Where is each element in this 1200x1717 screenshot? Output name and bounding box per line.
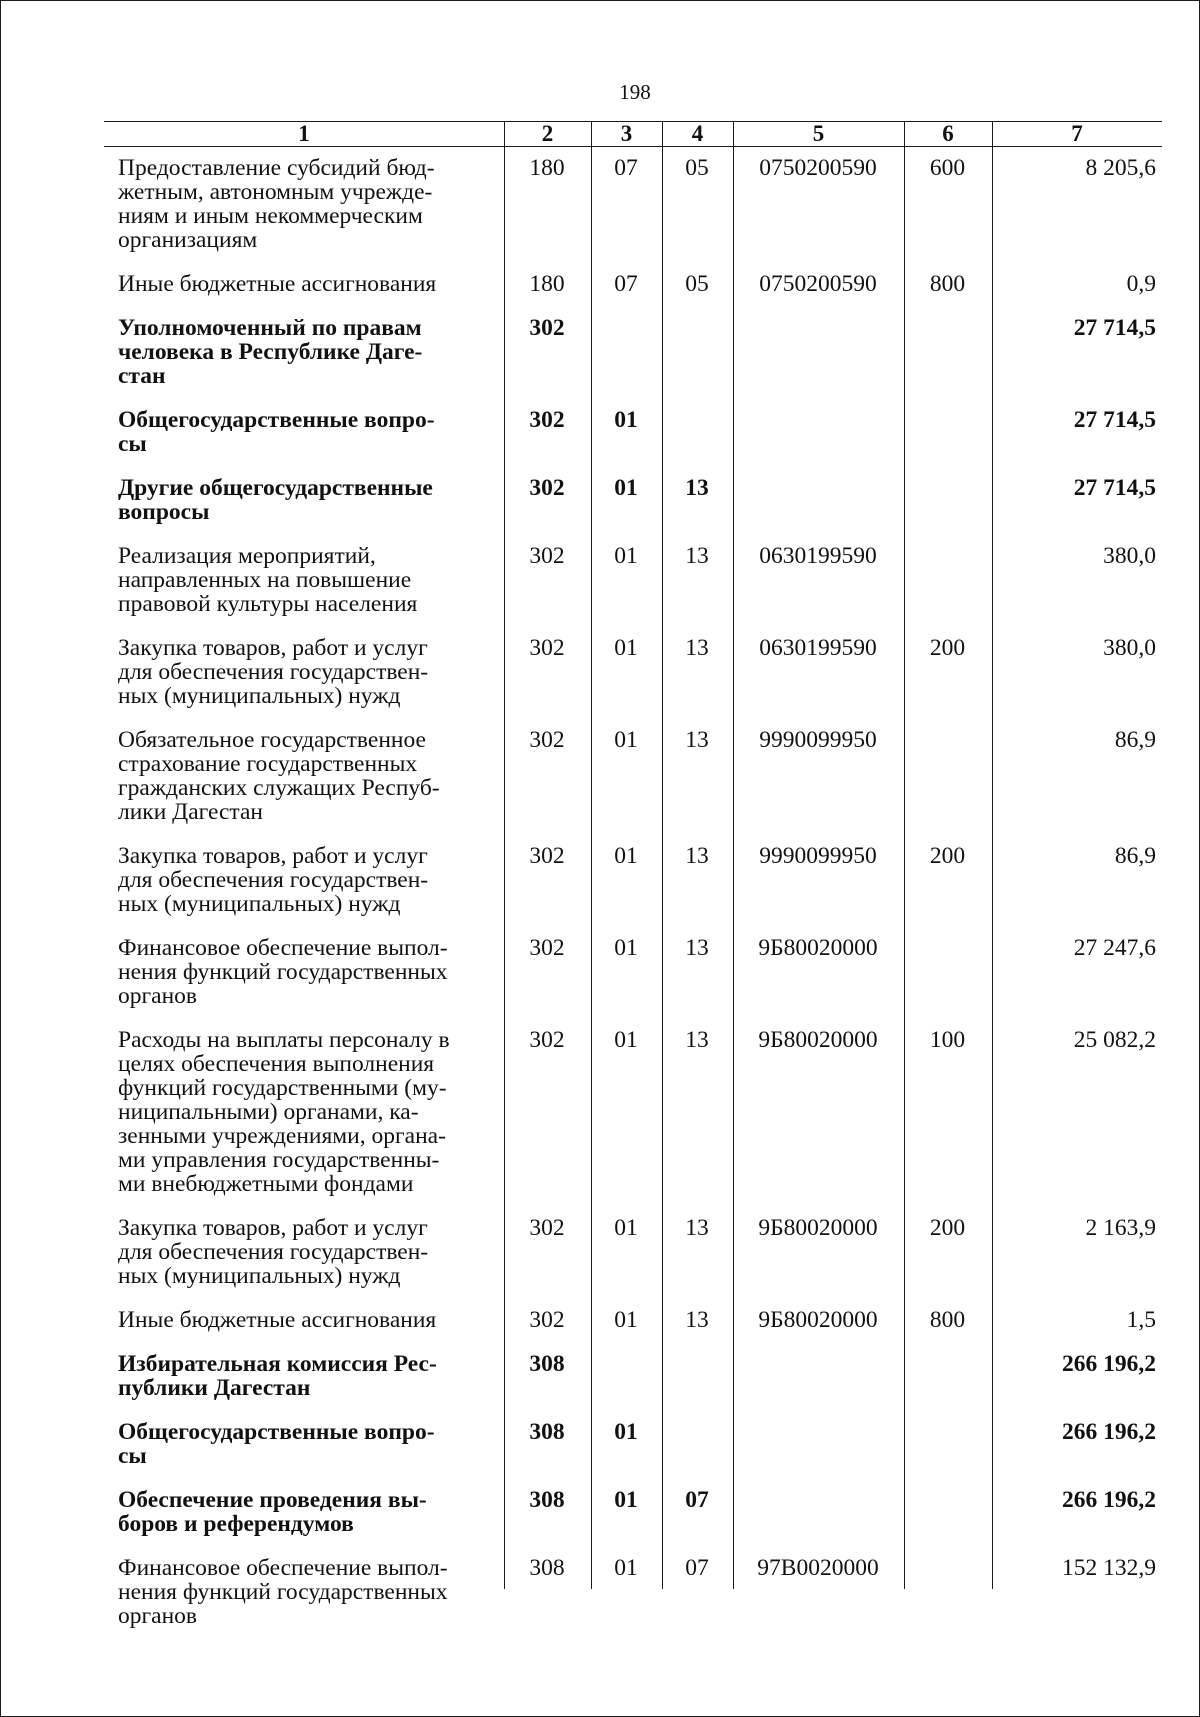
table-row xyxy=(104,1018,1162,1206)
expense-type-code xyxy=(904,926,992,1018)
subsection-code: 13 xyxy=(685,635,709,661)
amount-cell: 8 205,6 xyxy=(1085,155,1156,181)
target-article-code: 9990099950 xyxy=(759,727,877,753)
table-header-row xyxy=(104,121,1162,146)
row-description-line: Избирательная комиссия Рес- xyxy=(118,1351,437,1377)
subsection-code: 07 xyxy=(685,1555,709,1581)
expense-type-code xyxy=(904,306,992,398)
row-description-line: функций государственными (му- xyxy=(118,1075,447,1101)
razdel-code: 308 xyxy=(529,1555,565,1581)
table-row xyxy=(104,1206,1162,1298)
razdel-code: 302 xyxy=(529,543,565,569)
row-description-line: Уполномоченный по правам xyxy=(118,315,422,341)
amount-cell: 86,9 xyxy=(1114,727,1156,753)
row-description-line: направленных на повышение xyxy=(118,567,412,593)
subsection-code xyxy=(662,1342,733,1410)
amount-cell: 266 196,2 xyxy=(1062,1351,1156,1377)
razdel-code: 302 xyxy=(529,635,565,661)
row-description-line: органов xyxy=(118,983,197,1009)
page-number: 198 xyxy=(619,80,651,104)
section-code: 01 xyxy=(614,543,638,569)
target-article-code xyxy=(733,398,904,466)
expense-type-code: 100 xyxy=(929,1027,966,1053)
table-row xyxy=(104,466,1162,534)
section-code: 01 xyxy=(614,1555,638,1581)
target-article-code: 9Б80020000 xyxy=(758,1027,878,1053)
razdel-code: 180 xyxy=(529,155,565,181)
row-description-line: гражданских служащих Респуб- xyxy=(118,775,440,801)
subsection-code: 07 xyxy=(685,1487,709,1513)
row-description-line: жетным, автономным учрежде- xyxy=(118,179,433,205)
row-description xyxy=(104,146,504,262)
razdel-code: 308 xyxy=(529,1487,565,1513)
razdel-code: 302 xyxy=(529,475,565,501)
target-article-code: 9990099950 xyxy=(759,843,877,869)
expense-type-code xyxy=(904,398,992,466)
row-description-line: организациям xyxy=(118,227,258,253)
table-row xyxy=(104,926,1162,1018)
subsection-code: 05 xyxy=(685,155,709,181)
subsection-code: 13 xyxy=(685,727,709,753)
budget-table xyxy=(104,121,1162,1638)
section-code: 01 xyxy=(614,407,638,433)
row-description xyxy=(104,1342,504,1410)
row-description-line: страхование государственных xyxy=(118,751,418,777)
row-description-line: ниципальными) органами, ка- xyxy=(118,1099,419,1125)
row-description-line: для обеспечения государствен- xyxy=(118,1239,429,1265)
table-row xyxy=(104,718,1162,834)
razdel-code: 302 xyxy=(529,1027,565,1053)
section-code: 01 xyxy=(614,1027,638,1053)
table-row xyxy=(104,1342,1162,1410)
row-description xyxy=(104,306,504,398)
expense-type-code xyxy=(904,1478,992,1546)
table-row xyxy=(104,834,1162,926)
section-code xyxy=(591,1342,662,1410)
expense-type-code xyxy=(904,1342,992,1410)
row-description-line: стан xyxy=(118,363,166,389)
expense-type-code: 200 xyxy=(929,843,966,869)
section-code: 07 xyxy=(614,271,638,297)
row-description xyxy=(104,398,504,466)
row-description-line: нения функций государственных xyxy=(118,1579,448,1605)
expense-type-code: 800 xyxy=(929,1307,966,1333)
table-row xyxy=(104,1298,1162,1342)
row-description-line: сы xyxy=(118,431,147,457)
table-row xyxy=(104,1478,1162,1546)
razdel-code: 180 xyxy=(529,271,565,297)
row-description-line: Финансовое обеспечение выпол- xyxy=(118,935,448,961)
row-description-line: Общегосударственные вопро- xyxy=(118,407,435,433)
subsection-code xyxy=(662,306,733,398)
razdel-code: 302 xyxy=(529,1307,565,1333)
column-header: 4 xyxy=(691,120,704,146)
target-article-code xyxy=(733,466,904,534)
expense-type-code: 800 xyxy=(929,271,966,297)
section-code: 01 xyxy=(614,1487,638,1513)
row-description xyxy=(104,718,504,834)
row-description xyxy=(104,834,504,926)
amount-cell: 380,0 xyxy=(1103,543,1156,569)
expense-type-code xyxy=(904,1546,992,1638)
subsection-code xyxy=(662,1410,733,1478)
table-row xyxy=(104,534,1162,626)
section-code: 01 xyxy=(614,1419,638,1445)
row-description-line: Финансовое обеспечение выпол- xyxy=(118,1555,448,1581)
row-description-line: Предоставление субсидий бюд- xyxy=(118,155,435,181)
row-description-line: публики Дагестан xyxy=(118,1375,311,1401)
target-article-code: 9Б80020000 xyxy=(758,1215,878,1241)
table-row xyxy=(104,1546,1162,1638)
amount-cell: 266 196,2 xyxy=(1062,1419,1156,1445)
amount-cell: 27 247,6 xyxy=(1073,935,1156,961)
subsection-code: 13 xyxy=(685,543,709,569)
row-description xyxy=(104,1298,504,1342)
subsection-code xyxy=(662,398,733,466)
section-code: 01 xyxy=(614,935,638,961)
razdel-code: 302 xyxy=(529,843,565,869)
amount-cell: 1,5 xyxy=(1126,1307,1156,1333)
amount-cell: 152 132,9 xyxy=(1062,1555,1156,1581)
row-description-line: ми управления государственны- xyxy=(118,1147,440,1173)
target-article-code: 9Б80020000 xyxy=(758,1307,878,1333)
row-description-line: человека в Республике Даге- xyxy=(118,339,423,365)
row-description xyxy=(104,1206,504,1298)
column-header: 7 xyxy=(1071,120,1083,146)
subsection-code: 13 xyxy=(685,1027,709,1053)
expense-type-code xyxy=(904,718,992,834)
subsection-code: 13 xyxy=(685,1307,709,1333)
column-header: 5 xyxy=(812,120,825,146)
row-description-line: ниям и иным некоммерческим xyxy=(118,203,423,229)
column-header: 1 xyxy=(298,120,310,146)
subsection-code: 05 xyxy=(685,271,709,297)
section-code: 01 xyxy=(614,1307,638,1333)
row-description-line: ми внебюджетными фондами xyxy=(118,1171,414,1197)
column-header: 3 xyxy=(620,120,633,146)
row-description-line: зенными учреждениями, органа- xyxy=(118,1123,446,1149)
subsection-code: 13 xyxy=(685,935,709,961)
target-article-code: 0750200590 xyxy=(759,271,877,297)
target-article-code xyxy=(733,1410,904,1478)
row-description-line: ных (муниципальных) нужд xyxy=(118,683,401,709)
row-description xyxy=(104,1546,504,1638)
amount-cell: 380,0 xyxy=(1103,635,1156,661)
razdel-code: 308 xyxy=(529,1419,565,1445)
section-code: 01 xyxy=(614,475,638,501)
amount-cell: 27 714,5 xyxy=(1073,407,1156,433)
row-description xyxy=(104,1410,504,1478)
amount-cell: 266 196,2 xyxy=(1062,1487,1156,1513)
row-description-line: нения функций государственных xyxy=(118,959,448,985)
expense-type-code xyxy=(904,466,992,534)
row-description-line: Обеспечение проведения вы- xyxy=(118,1487,427,1513)
expense-type-code: 200 xyxy=(929,1215,966,1241)
row-description-line: целях обеспечения выполнения xyxy=(118,1051,435,1077)
razdel-code: 308 xyxy=(529,1351,565,1377)
row-description-line: правовой культуры населения xyxy=(118,591,418,617)
expense-type-code: 200 xyxy=(929,635,966,661)
section-code: 01 xyxy=(614,1215,638,1241)
table-row xyxy=(104,262,1162,306)
row-description-line: Реализация мероприятий, xyxy=(118,543,376,569)
subsection-code: 13 xyxy=(685,1215,709,1241)
amount-cell: 0,9 xyxy=(1126,271,1156,297)
section-code xyxy=(591,306,662,398)
table-body xyxy=(104,146,1162,1638)
amount-cell: 2 163,9 xyxy=(1085,1215,1156,1241)
razdel-code: 302 xyxy=(529,1215,565,1241)
table-row xyxy=(104,1410,1162,1478)
row-description-line: Обязательное государственное xyxy=(118,727,426,753)
expense-type-code xyxy=(904,1410,992,1478)
row-description-line: для обеспечения государствен- xyxy=(118,659,429,685)
row-description xyxy=(104,466,504,534)
target-article-code xyxy=(733,1342,904,1410)
column-header: 6 xyxy=(942,120,954,146)
row-description xyxy=(104,1478,504,1546)
row-description-line: ных (муниципальных) нужд xyxy=(118,1263,401,1289)
row-description-line: Другие общегосударственные xyxy=(118,475,433,501)
row-description xyxy=(104,534,504,626)
column-header: 2 xyxy=(541,120,554,146)
row-description xyxy=(104,626,504,718)
row-description-line: Общегосударственные вопро- xyxy=(118,1419,435,1445)
section-code: 01 xyxy=(614,635,638,661)
row-description-line: Расходы на выплаты персоналу в xyxy=(118,1027,450,1053)
row-description-line: Иные бюджетные ассигнования xyxy=(118,1307,437,1333)
amount-cell: 25 082,2 xyxy=(1073,1027,1156,1053)
table-row xyxy=(104,626,1162,718)
section-code: 07 xyxy=(614,155,638,181)
table-row xyxy=(104,306,1162,398)
expense-type-code xyxy=(904,534,992,626)
expense-type-code: 600 xyxy=(929,155,966,181)
row-description xyxy=(104,262,504,306)
target-article-code xyxy=(733,306,904,398)
razdel-code: 302 xyxy=(529,315,565,341)
table-row xyxy=(104,398,1162,466)
row-description-line: для обеспечения государствен- xyxy=(118,867,429,893)
budget-table-sheet xyxy=(104,120,1162,1629)
target-article-code xyxy=(733,1478,904,1546)
row-description-line: боров и референдумов xyxy=(118,1511,354,1537)
table-row xyxy=(104,146,1162,262)
target-article-code: 0630199590 xyxy=(759,543,877,569)
razdel-code: 302 xyxy=(529,407,565,433)
row-description-line: сы xyxy=(118,1443,147,1469)
subsection-code: 13 xyxy=(685,843,709,869)
razdel-code: 302 xyxy=(529,727,565,753)
section-code: 01 xyxy=(614,843,638,869)
row-description-line: Иные бюджетные ассигнования xyxy=(118,271,437,297)
row-description xyxy=(104,1018,504,1206)
subsection-code: 13 xyxy=(685,475,709,501)
row-description-line: Закупка товаров, работ и услуг xyxy=(118,1215,428,1241)
razdel-code: 302 xyxy=(529,935,565,961)
row-description-line: ных (муниципальных) нужд xyxy=(118,891,401,917)
row-description-line: лики Дагестан xyxy=(118,799,263,825)
section-code: 01 xyxy=(614,727,638,753)
target-article-code: 9Б80020000 xyxy=(758,935,878,961)
row-description-line: Закупка товаров, работ и услуг xyxy=(118,843,428,869)
row-description-line: Закупка товаров, работ и услуг xyxy=(118,635,428,661)
target-article-code: 0750200590 xyxy=(759,155,877,181)
amount-cell: 86,9 xyxy=(1114,843,1156,869)
row-description-line: вопросы xyxy=(118,499,210,525)
amount-cell: 27 714,5 xyxy=(1073,475,1156,501)
target-article-code: 0630199590 xyxy=(759,635,877,661)
row-description-line: органов xyxy=(118,1603,197,1629)
row-description xyxy=(104,926,504,1018)
amount-cell: 27 714,5 xyxy=(1073,315,1156,341)
target-article-code: 97В0020000 xyxy=(757,1555,879,1581)
